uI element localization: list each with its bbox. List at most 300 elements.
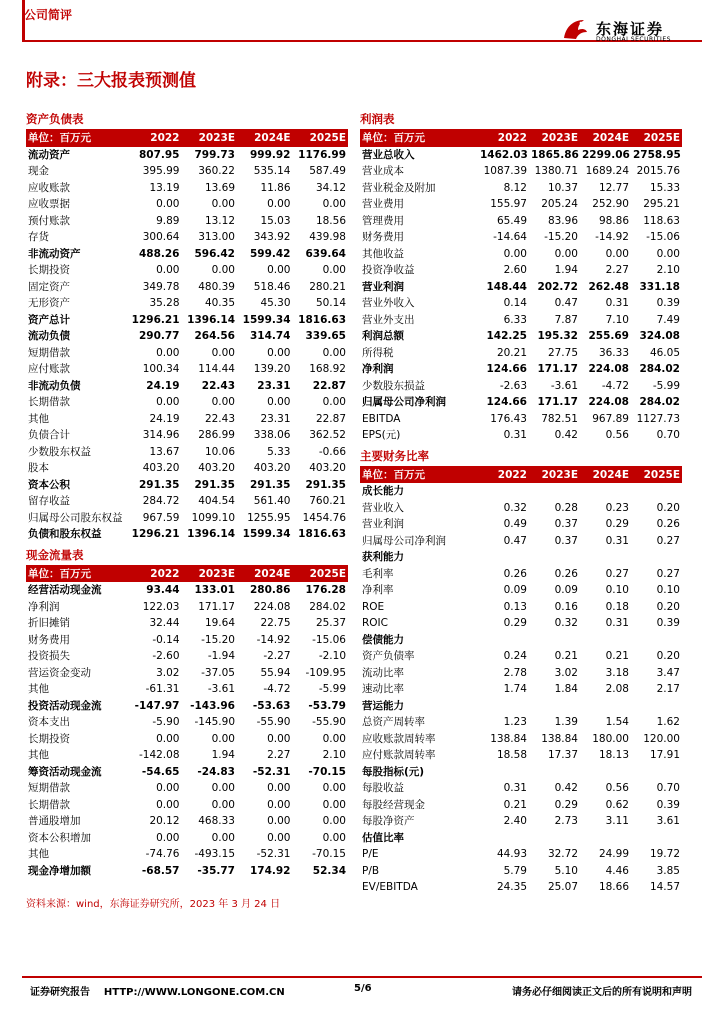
cell-value: 174.92 xyxy=(249,864,291,877)
table-row xyxy=(26,213,348,230)
cell-value: 0.00 xyxy=(322,815,346,828)
row-label: 利润总额 xyxy=(362,330,404,343)
table-row xyxy=(360,262,682,279)
row-label: 营业成本 xyxy=(362,165,404,178)
row-label: 每股收益 xyxy=(362,782,404,795)
table-row xyxy=(26,863,348,880)
table-row xyxy=(26,510,348,527)
table-row xyxy=(360,533,682,550)
table-row xyxy=(26,328,348,345)
cell-value: 0.00 xyxy=(156,396,180,409)
cell-value: 1.39 xyxy=(554,716,578,729)
cell-value: 1816.63 xyxy=(298,528,346,541)
page-number: 5/6 xyxy=(354,983,372,994)
cell-value: 0.20 xyxy=(656,600,680,613)
table-row xyxy=(26,698,348,715)
cell-value: 0.70 xyxy=(656,782,680,795)
year-header: 2025E xyxy=(293,130,349,147)
cell-value: 18.58 xyxy=(496,749,527,762)
cell-value: 0.29 xyxy=(554,798,578,811)
table-row xyxy=(360,599,682,616)
row-label: 营运资金变动 xyxy=(28,666,91,679)
row-label: 经营活动现金流 xyxy=(28,584,102,597)
table-row xyxy=(26,477,348,494)
row-label: 现金 xyxy=(28,165,49,178)
year-header: 2022 xyxy=(126,566,182,583)
cell-value: -1.94 xyxy=(207,650,235,663)
row-label: 流动资产 xyxy=(28,148,70,161)
cell-value: 13.67 xyxy=(149,445,180,458)
row-label: 财务费用 xyxy=(362,231,404,244)
balance-sheet-title: 资产负债表 xyxy=(26,111,348,130)
cell-value: 0.23 xyxy=(605,501,629,514)
year-header: 2025E xyxy=(631,467,682,484)
cell-value: 0.31 xyxy=(605,617,629,630)
cell-value: 6.33 xyxy=(503,313,527,326)
cell-value: 518.46 xyxy=(253,280,291,293)
cell-value: 284.02 xyxy=(309,600,346,613)
table-row xyxy=(26,444,348,461)
cell-value: 24.19 xyxy=(149,412,180,425)
cell-value: 0.00 xyxy=(267,732,291,745)
row-label: EV/EBITDA xyxy=(362,881,418,894)
cell-value: 133.01 xyxy=(194,584,235,597)
table-row xyxy=(26,246,348,263)
cell-value: 24.99 xyxy=(598,848,629,861)
cell-value: 1296.21 xyxy=(131,528,180,541)
cell-value: -5.99 xyxy=(652,379,680,392)
table-row xyxy=(26,615,348,632)
table-row xyxy=(360,345,682,362)
table-row xyxy=(360,213,682,230)
cell-value: 339.65 xyxy=(305,330,346,343)
cell-value: 0.00 xyxy=(322,782,346,795)
cell-value: -493.15 xyxy=(194,848,235,861)
row-label: 管理费用 xyxy=(362,214,404,227)
cell-value: 18.13 xyxy=(598,749,629,762)
table-subheader-row xyxy=(360,764,682,781)
row-label: 其他 xyxy=(28,848,49,861)
table-row xyxy=(360,516,682,533)
cell-value: 202.72 xyxy=(537,280,578,293)
cell-value: 403.20 xyxy=(142,462,180,475)
table-row xyxy=(26,295,348,312)
cell-value: 0.21 xyxy=(605,650,629,663)
cell-value: 32.72 xyxy=(547,848,578,861)
cell-value: -2.60 xyxy=(152,650,180,663)
table-header-row xyxy=(360,467,682,484)
cell-value: 15.33 xyxy=(649,181,680,194)
cell-value: -55.90 xyxy=(312,716,346,729)
table-row xyxy=(26,813,348,830)
cell-value: 0.31 xyxy=(605,297,629,310)
cell-value: 3.85 xyxy=(656,864,680,877)
cell-value: 13.69 xyxy=(204,181,235,194)
cell-value xyxy=(529,483,580,500)
cell-value: 1.94 xyxy=(554,264,578,277)
cell-value: 2.78 xyxy=(503,666,527,679)
table-row xyxy=(26,599,348,616)
row-label: 长期投资 xyxy=(28,264,70,277)
year-header: 2024E xyxy=(237,566,293,583)
table-row xyxy=(360,747,682,764)
table-row xyxy=(26,493,348,510)
cell-value: 0.00 xyxy=(322,831,346,844)
cell-value: 44.93 xyxy=(496,848,527,861)
cell-value: 1099.10 xyxy=(191,511,235,524)
row-label: 估值比率 xyxy=(362,831,404,844)
cell-value: 118.63 xyxy=(643,214,680,227)
row-label: 营业税金及附加 xyxy=(362,181,436,194)
cell-value: 0.00 xyxy=(211,831,235,844)
table-row xyxy=(360,665,682,682)
table-row xyxy=(26,279,348,296)
cell-value: -109.95 xyxy=(305,666,346,679)
cell-value: 22.43 xyxy=(204,412,235,425)
cell-value xyxy=(478,764,529,781)
row-label: 获利能力 xyxy=(362,551,404,564)
cell-value: 1.74 xyxy=(503,683,527,696)
cell-value: -2.10 xyxy=(318,650,346,663)
cell-value: 4.46 xyxy=(605,864,629,877)
left-column xyxy=(26,111,348,879)
cell-value: 22.87 xyxy=(315,412,346,425)
cell-value xyxy=(580,698,631,715)
year-header: 2022 xyxy=(126,130,182,147)
table-row xyxy=(26,632,348,649)
cell-value: 0.10 xyxy=(656,584,680,597)
cell-value: -15.06 xyxy=(312,633,346,646)
cell-value: 639.64 xyxy=(305,247,346,260)
row-label: 资本支出 xyxy=(28,716,70,729)
row-label: 归属母公司净利润 xyxy=(362,396,446,409)
cell-value: 5.79 xyxy=(503,864,527,877)
cell-value: 0.00 xyxy=(322,346,346,359)
cell-value: 313.00 xyxy=(198,231,235,244)
row-label: 净利润 xyxy=(362,363,394,376)
cell-value: 0.32 xyxy=(503,501,527,514)
table-row xyxy=(26,665,348,682)
year-header: 2023E xyxy=(529,467,580,484)
cell-value: 0.29 xyxy=(503,617,527,630)
row-label: 营业外支出 xyxy=(362,313,415,326)
cell-value: 0.00 xyxy=(554,247,578,260)
cell-value: 32.44 xyxy=(149,617,180,630)
cell-value: 262.48 xyxy=(588,280,629,293)
cell-value: 782.51 xyxy=(541,412,578,425)
cell-value: -52.31 xyxy=(252,765,291,778)
cell-value xyxy=(631,483,682,500)
cell-value: -14.64 xyxy=(493,231,527,244)
cell-value: 264.56 xyxy=(194,330,235,343)
cell-value: 52.34 xyxy=(312,864,346,877)
cell-value: -52.31 xyxy=(256,848,291,861)
cell-value xyxy=(580,483,631,500)
table-row xyxy=(26,147,348,164)
row-label: 资产总计 xyxy=(28,313,70,326)
cell-value: 1396.14 xyxy=(187,528,235,541)
row-label: 投资活动现金流 xyxy=(28,699,102,712)
cell-value: -5.99 xyxy=(318,683,346,696)
cell-value: 2299.06 xyxy=(582,148,630,161)
cell-value: 205.24 xyxy=(541,198,578,211)
cell-value: 3.02 xyxy=(156,666,180,679)
cell-value: 0.26 xyxy=(656,518,680,531)
cell-value: 138.84 xyxy=(490,732,527,745)
table-header-row xyxy=(360,130,682,147)
cell-value: 25.07 xyxy=(547,881,578,894)
table-row xyxy=(26,460,348,477)
cell-value: 120.00 xyxy=(643,732,680,745)
row-label: 营业费用 xyxy=(362,198,404,211)
cell-value: 324.08 xyxy=(639,330,680,343)
cell-value: 0.37 xyxy=(554,534,578,547)
year-header: 2024E xyxy=(580,467,631,484)
cell-value: -53.63 xyxy=(252,699,291,712)
cell-value: 0.39 xyxy=(656,617,680,630)
row-label: 总资产周转率 xyxy=(362,716,425,729)
row-label: 营业收入 xyxy=(362,501,404,514)
row-label: 流动比率 xyxy=(362,666,404,679)
cell-value: -35.77 xyxy=(197,864,235,877)
cell-value: 0.00 xyxy=(656,247,680,260)
cell-value: 20.12 xyxy=(149,815,180,828)
cell-value: -145.90 xyxy=(194,716,235,729)
cell-value: 1380.71 xyxy=(534,165,578,178)
cell-value: 0.00 xyxy=(322,264,346,277)
cell-value: 403.20 xyxy=(253,462,291,475)
cell-value: 360.22 xyxy=(198,165,235,178)
logo-chinese-name: 东海证券 xyxy=(596,20,665,38)
cell-value xyxy=(529,549,580,566)
ratios-table xyxy=(360,467,682,896)
cell-value: 10.37 xyxy=(547,181,578,194)
table-row xyxy=(360,813,682,830)
cell-value: 0.37 xyxy=(554,518,578,531)
cell-value: 0.27 xyxy=(656,534,680,547)
cashflow-title: 现金流量表 xyxy=(26,547,348,566)
cell-value: 0.00 xyxy=(267,396,291,409)
cell-value: 1296.21 xyxy=(131,313,180,326)
cell-value: 1396.14 xyxy=(187,313,235,326)
row-label: 偿债能力 xyxy=(362,633,404,646)
cell-value: 11.86 xyxy=(260,181,291,194)
cell-value: 0.00 xyxy=(322,198,346,211)
cell-value: 9.89 xyxy=(156,214,180,227)
table-row xyxy=(26,312,348,329)
cell-value: 280.86 xyxy=(249,584,291,597)
cell-value: -0.14 xyxy=(152,633,180,646)
cell-value: 34.12 xyxy=(315,181,346,194)
table-row xyxy=(26,797,348,814)
dragon-logo-icon xyxy=(560,14,590,44)
cell-value: 35.28 xyxy=(149,297,180,310)
row-label: 财务费用 xyxy=(28,633,70,646)
row-label: 长期投资 xyxy=(28,732,70,745)
table-header-row xyxy=(26,566,348,583)
row-label: 资本公积 xyxy=(28,478,70,491)
cell-value: 1.94 xyxy=(211,749,235,762)
cell-value: 168.92 xyxy=(309,363,346,376)
cell-value: 2.73 xyxy=(554,815,578,828)
cell-value xyxy=(631,830,682,847)
table-row xyxy=(360,681,682,698)
table-row xyxy=(26,648,348,665)
row-label: 营业利润 xyxy=(362,280,404,293)
row-label: 营业外收入 xyxy=(362,297,415,310)
cell-value: 23.31 xyxy=(257,379,291,392)
cell-value: 98.86 xyxy=(598,214,629,227)
row-label: 应付账款周转率 xyxy=(362,749,436,762)
footer-disclaimer: 请务必仔细阅读正文后的所有说明和声明 xyxy=(512,987,692,998)
cell-value: 40.35 xyxy=(204,297,235,310)
row-label: 现金净增加额 xyxy=(28,864,91,877)
cell-value: 0.00 xyxy=(211,396,235,409)
cell-value: 5.33 xyxy=(267,445,291,458)
cell-value: 0.00 xyxy=(322,798,346,811)
cell-value: 122.03 xyxy=(142,600,180,613)
table-row xyxy=(26,378,348,395)
cell-value: 0.31 xyxy=(605,534,629,547)
unit-header: 单位：百万元 xyxy=(26,566,126,583)
cell-value: 284.72 xyxy=(142,495,180,508)
cell-value: 0.18 xyxy=(605,600,629,613)
cell-value xyxy=(478,549,529,566)
cell-value xyxy=(631,632,682,649)
cell-value: 0.09 xyxy=(503,584,527,597)
row-label: 少数股东权益 xyxy=(28,445,91,458)
table-row xyxy=(360,615,682,632)
cell-value: 1127.73 xyxy=(636,412,680,425)
row-label: 营业总收入 xyxy=(362,148,415,161)
cell-value xyxy=(529,632,580,649)
cell-value: 1.54 xyxy=(605,716,629,729)
row-label: 每股净资产 xyxy=(362,815,415,828)
cell-value: 1.84 xyxy=(554,683,578,696)
cell-value: 300.64 xyxy=(142,231,180,244)
table-row xyxy=(360,246,682,263)
cell-value: 0.49 xyxy=(503,518,527,531)
cell-value: 14.57 xyxy=(649,881,680,894)
table-row xyxy=(360,394,682,411)
cell-value: -4.72 xyxy=(601,379,629,392)
table-row xyxy=(360,279,682,296)
row-label: 普通股增加 xyxy=(28,815,81,828)
row-label: 每股经营现金 xyxy=(362,798,425,811)
cell-value: 0.62 xyxy=(605,798,629,811)
table-row xyxy=(360,582,682,599)
row-label: 筹资活动现金流 xyxy=(28,765,102,778)
cell-value: 0.39 xyxy=(656,798,680,811)
table-row xyxy=(360,879,682,896)
table-header-row xyxy=(26,130,348,147)
row-label: 应收账款 xyxy=(28,181,70,194)
row-label: 成长能力 xyxy=(362,485,404,498)
cell-value: 36.33 xyxy=(598,346,629,359)
cell-value: 195.32 xyxy=(537,330,578,343)
table-row xyxy=(26,526,348,543)
cell-value: 155.97 xyxy=(490,198,527,211)
cell-value: 20.21 xyxy=(496,346,527,359)
cell-value: 142.25 xyxy=(486,330,527,343)
row-label: 速动比率 xyxy=(362,683,404,696)
cell-value: 55.94 xyxy=(260,666,291,679)
table-row xyxy=(26,196,348,213)
cell-value: 799.73 xyxy=(194,148,235,161)
row-label: 流动负债 xyxy=(28,330,70,343)
cell-value: 0.14 xyxy=(503,297,527,310)
cell-value: -3.61 xyxy=(207,683,235,696)
right-column xyxy=(360,111,682,896)
row-label: 每股指标(元) xyxy=(362,765,425,778)
table-subheader-row xyxy=(360,830,682,847)
table-row xyxy=(26,345,348,362)
cell-value: 0.00 xyxy=(503,247,527,260)
cell-value xyxy=(580,764,631,781)
year-header: 2024E xyxy=(580,130,631,147)
cell-value: 0.00 xyxy=(267,198,291,211)
cell-value: 0.00 xyxy=(156,264,180,277)
cell-value xyxy=(478,698,529,715)
year-header: 2023E xyxy=(182,130,238,147)
row-label: EBITDA xyxy=(362,412,401,425)
cell-value: 439.98 xyxy=(309,231,346,244)
table-row xyxy=(360,500,682,517)
cell-value: 0.31 xyxy=(503,782,527,795)
unit-header: 单位：百万元 xyxy=(360,130,478,147)
cell-value: 1599.34 xyxy=(242,313,291,326)
cell-value: 176.43 xyxy=(490,412,527,425)
cell-value: 480.39 xyxy=(198,280,235,293)
cell-value: 0.26 xyxy=(554,567,578,580)
cell-value: -147.97 xyxy=(134,699,180,712)
cell-value: 0.00 xyxy=(211,798,235,811)
cell-value: -70.15 xyxy=(308,765,346,778)
cell-value: 1462.03 xyxy=(480,148,528,161)
table-row xyxy=(26,731,348,748)
cell-value: 2.60 xyxy=(503,264,527,277)
cell-value: 17.91 xyxy=(649,749,680,762)
cell-value: 0.16 xyxy=(554,600,578,613)
cell-value: 224.08 xyxy=(253,600,291,613)
row-label: 净利润 xyxy=(28,600,60,613)
cell-value: 171.17 xyxy=(198,600,235,613)
cell-value: 2758.95 xyxy=(633,148,681,161)
table-row xyxy=(360,714,682,731)
cell-value: 807.95 xyxy=(138,148,180,161)
cell-value: 93.44 xyxy=(146,584,180,597)
table-row xyxy=(360,180,682,197)
cell-value: 0.00 xyxy=(211,198,235,211)
cell-value: 0.70 xyxy=(656,429,680,442)
cell-value: 0.00 xyxy=(156,346,180,359)
year-header: 2025E xyxy=(631,130,682,147)
cell-value: 403.20 xyxy=(198,462,235,475)
unit-header: 单位：百万元 xyxy=(360,467,478,484)
row-label: 非流动资产 xyxy=(28,247,81,260)
cell-value: 0.28 xyxy=(554,501,578,514)
cell-value: 0.00 xyxy=(211,346,235,359)
cell-value: 0.00 xyxy=(211,782,235,795)
cell-value: -2.63 xyxy=(499,379,527,392)
cell-value: 0.00 xyxy=(156,798,180,811)
footer-rule xyxy=(22,976,702,978)
cell-value: 0.00 xyxy=(605,247,629,260)
cell-value: 3.02 xyxy=(554,666,578,679)
cell-value: 343.92 xyxy=(253,231,291,244)
cell-value: 100.34 xyxy=(142,363,180,376)
cell-value: 0.00 xyxy=(211,264,235,277)
